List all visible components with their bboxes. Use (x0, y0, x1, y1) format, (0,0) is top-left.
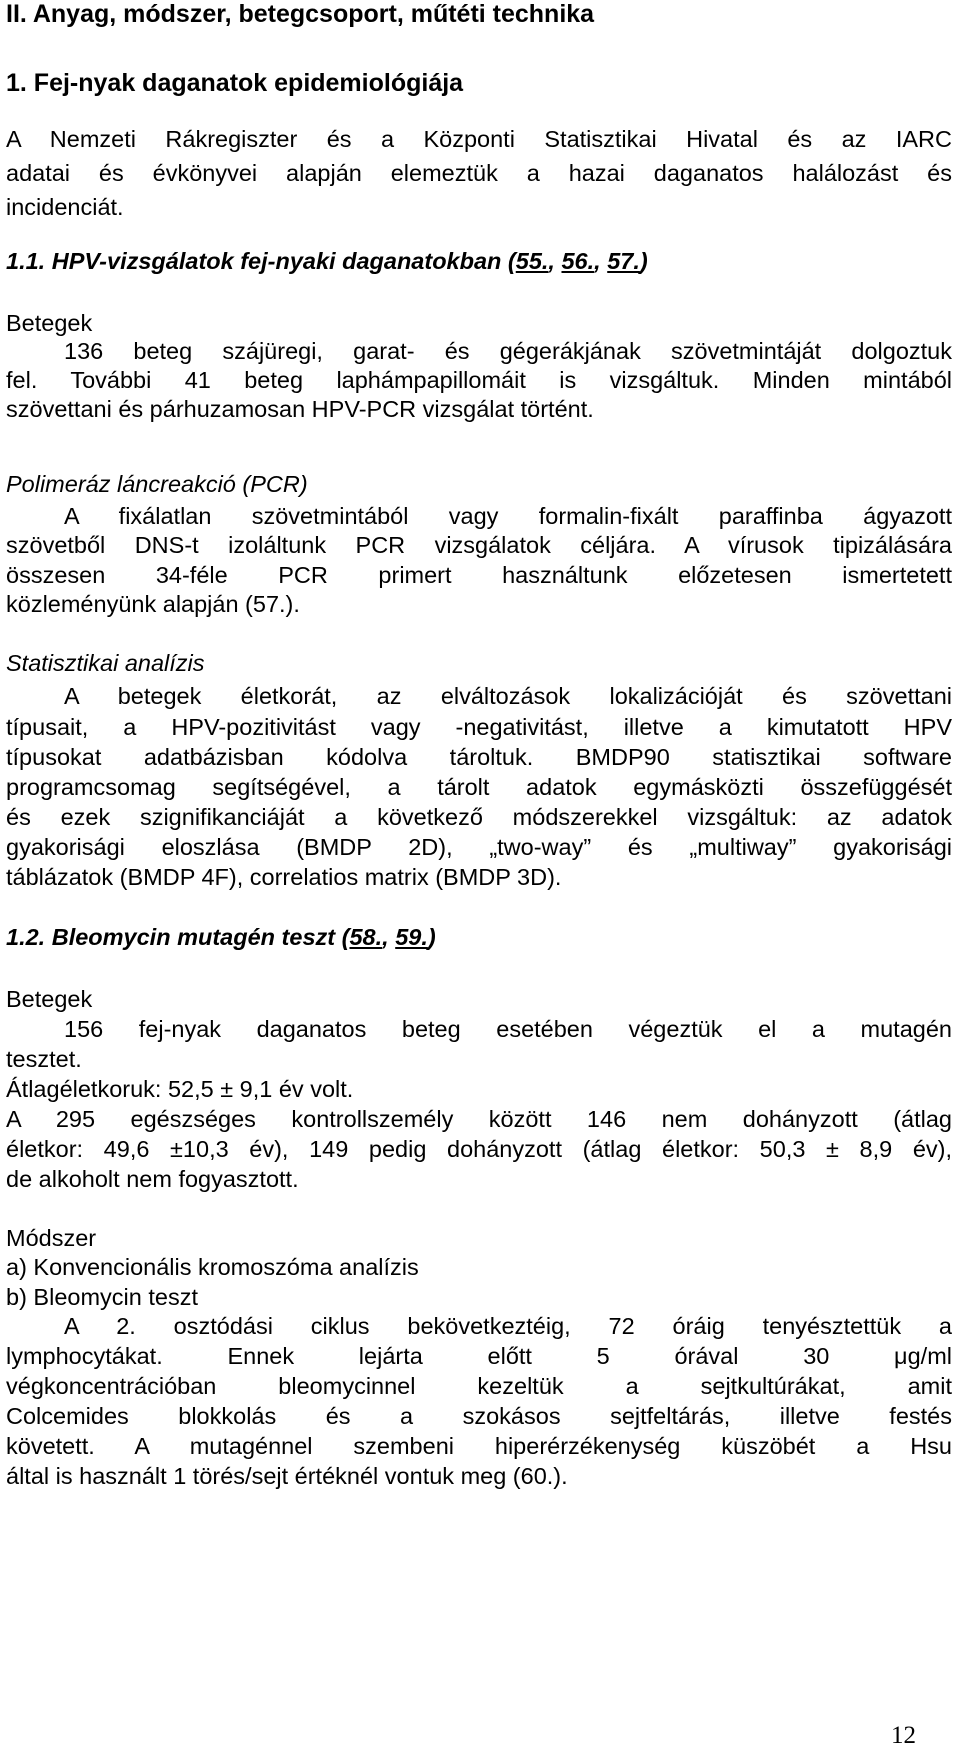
paragraph-line: lymphocytákat. Ennek lejárta előtt 5 órával 30 μg/ml (6, 1343, 952, 1369)
heading-text: ) (427, 924, 436, 950)
paragraph-line: és ezek szignifikanciáját a következő módszerekkel vizsgáltuk: az adatok (6, 804, 952, 830)
paragraph-line: típusait, a HPV-pozitivitást vagy -negativitást, illetve a kimutatott HPV (6, 714, 952, 740)
paragraph-line: Colcemides blokkolás és a szokásos sejtfeltárás, illetve festés (6, 1403, 952, 1429)
paragraph-line: A fixálatlan szövetmintából vagy formalin-fixált paraffinba ágyazott (64, 503, 952, 529)
paragraph-line: programcsomag segítségével, a tárolt adatok egymásközti összefüggését (6, 774, 952, 800)
intro-line: incidenciát. (6, 194, 124, 220)
paragraph-line: A 295 egészséges kontrollszemély között 146 nem dohányzott (átlag (6, 1106, 952, 1132)
separator: , (382, 924, 396, 950)
subsection-title: 1. Fej-nyak daganatok epidemiológiája (6, 69, 464, 97)
paragraph-line: Átlagéletkoruk: 52,5 ± 9,1 év volt. (6, 1076, 354, 1102)
reference-link[interactable]: 57. (607, 248, 640, 274)
subsection-1-1-heading (6, 250, 648, 274)
paragraph-line: típusokat adatbázisban kódolva tároltuk. BMDP90 statisztikai software (6, 744, 952, 770)
paragraph-line: A betegek életkorát, az elváltozások lokalizációját és szövettani (64, 683, 952, 709)
betegek-heading: Betegek (6, 986, 93, 1012)
paragraph-line: tesztet. (6, 1046, 82, 1072)
paragraph-line: fel. További 41 beteg laphámpapillomáit is vizsgáltuk. Minden mintából (6, 367, 952, 393)
betegek-heading: Betegek (6, 310, 93, 336)
reference-link[interactable]: 55. (515, 248, 549, 274)
paragraph-line: életkor: 49,6 ±10,3 év), 149 pedig dohányzott (átlag életkor: 50,3 ± 8,9 év), (6, 1136, 952, 1162)
paragraph-line: követett. A mutagénnel szembeni hiperérzékenység küszöbét a Hsu (6, 1433, 952, 1459)
pcr-heading: Polimeráz láncreakció (PCR) (6, 471, 308, 497)
paragraph-line: szövettani és párhuzamosan HPV-PCR vizsgálat történt. (6, 396, 594, 422)
paragraph-line: közleményünk alapján (57.). (6, 591, 300, 617)
paragraph-line: szövetből DNS-t izoláltunk PCR vizsgálatok céljára. A vírusok tipizálására (6, 532, 952, 558)
page-number: 12 (891, 1722, 916, 1749)
paragraph-line: végkoncentrációban bleomycinnel kezeltük a sejtkultúrákat, amit (6, 1373, 952, 1399)
paragraph-line: de alkoholt nem fogyasztott. (6, 1166, 299, 1192)
separator: , (594, 248, 608, 274)
reference-link[interactable]: 59. (395, 924, 428, 950)
heading-text: 1.2. Bleomycin mutagén teszt ( (6, 924, 350, 950)
reference-link[interactable]: 56. (561, 248, 595, 274)
intro-line: adatai és évkönyvei alapján elemeztük a hazai daganatos halálozást és (6, 160, 952, 186)
paragraph-line: A 2. osztódási ciklus bekövetkeztéig, 72 óráig tenyésztettük a (64, 1313, 952, 1339)
paragraph-line: gyakorisági eloszlása (BMDP 2D), „two-way” és „multiway” gyakorisági (6, 834, 952, 860)
paragraph-line: 156 fej-nyak daganatos beteg esetében végeztük el a mutagén (64, 1016, 952, 1042)
modszer-heading: Módszer (6, 1225, 97, 1251)
paragraph-line: összesen 34-féle PCR primert használtunk előzetesen ismertetett (6, 562, 952, 588)
intro-line: A Nemzeti Rákregiszter és a Központi Statisztikai Hivatal és az IARC (6, 126, 952, 152)
section-title: II. Anyag, módszer, betegcsoport, műtéti technika (6, 0, 595, 28)
paragraph-line: 136 beteg szájüregi, garat- és gégerákjának szövetmintáját dolgoztuk (64, 338, 952, 364)
heading-text: 1.1. HPV-vizsgálatok fej-nyaki daganatokban ( (6, 248, 516, 274)
method-item: a) Konvencionális kromoszóma analízis (6, 1254, 419, 1280)
reference-link[interactable]: 58. (349, 924, 383, 950)
subsection-1-2-heading (6, 926, 436, 950)
heading-text: ) (639, 248, 648, 274)
statistics-heading: Statisztikai analízis (6, 650, 205, 676)
paragraph-line: táblázatok (BMDP 4F), correlatios matrix (BMDP 3D). (6, 864, 562, 890)
separator: , (548, 248, 562, 274)
paragraph-line: által is használt 1 törés/sejt értéknél vontuk meg (60.). (6, 1463, 568, 1489)
method-item: b) Bleomycin teszt (6, 1284, 198, 1310)
